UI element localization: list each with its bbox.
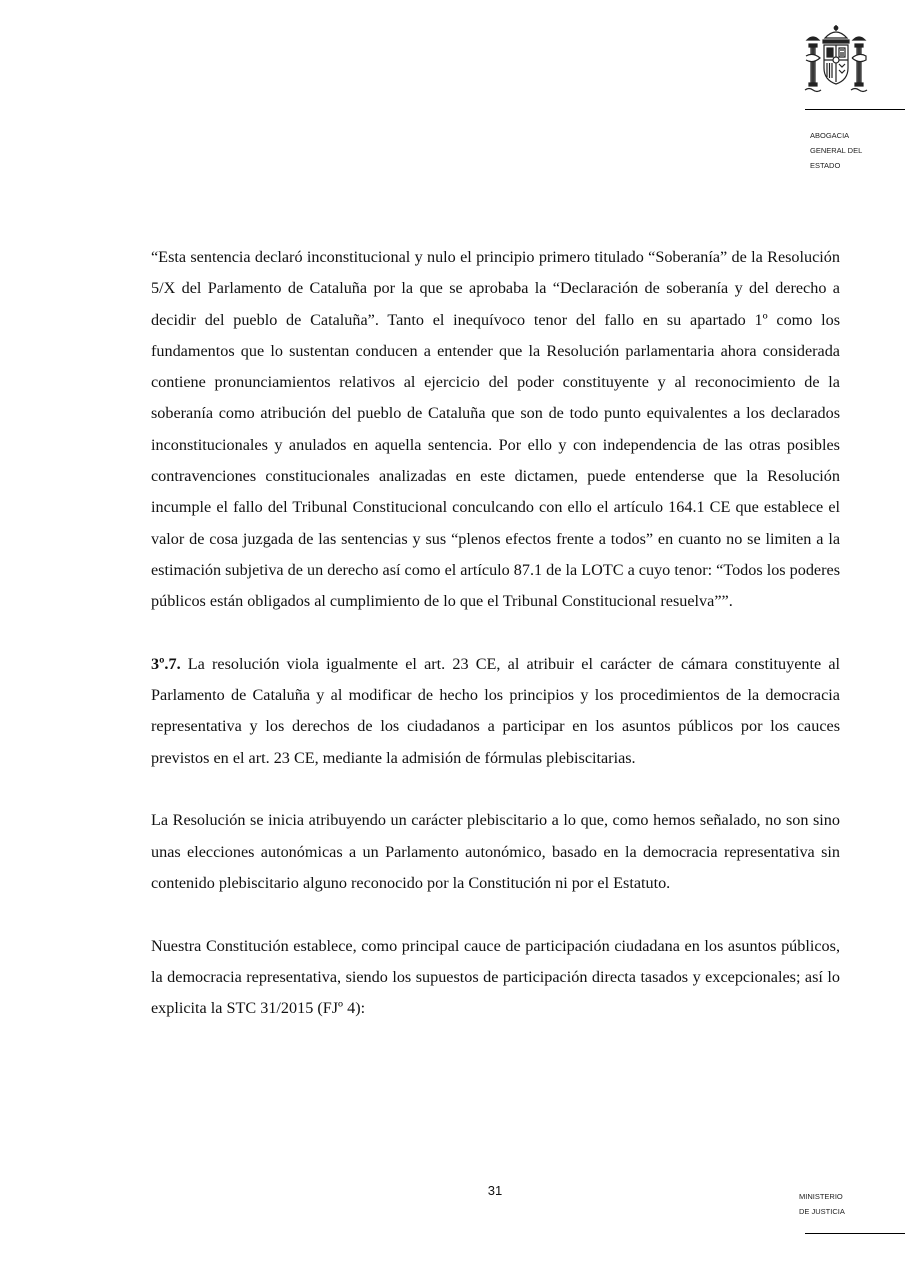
page-number: 31 — [487, 1183, 503, 1198]
document-body — [151, 242, 840, 1056]
paragraph — [151, 649, 840, 774]
section-number: 3º.7. — [151, 654, 181, 673]
paragraph-text: La Resolución se inicia atribuyendo un carácter plebiscitario a lo que, como hemos señalado, no son sino unas elecciones autonómicas a un Parlamento autonómico, basado en la democracia representativa sin contenido plebiscitario alguno reconocido por la Constitución ni por el Estatuto. — [151, 811, 840, 892]
agency-line: GENERAL DEL — [810, 146, 863, 155]
ministry-line: MINISTERIO — [799, 1192, 843, 1201]
ministry-line: DE JUSTICIA — [799, 1207, 845, 1216]
paragraph-text: “Esta sentencia declaró inconstitucional y nulo el principio primero titulado “Soberanía” de la Resolución 5/X del Parlamento de Cataluña por la que se aprobaba la “Declaración de soberanía y del derecho a decidir del pueblo de Cataluña”. Tanto el inequívoco tenor del fallo en su apartado 1º como los fundamentos que lo sustentan conducen a entender que la Resolución parlamentaria ahora considerada contiene pronunciamientos relativos al ejercicio del poder constituyente y al reconocimiento de la soberanía como atribución del pueblo de Cataluña que son de todo punto equivalentes a los declarados inconstitucionales y anulados en aquella sentencia. Por ello y con independencia de las otras posibles contravenciones constitucionales analizadas en este dictamen, puede entenderse que la Resolución incumple el fallo del Tribunal Constitucional conculcando con ello el artículo 164.1 CE que establece el valor de cosa juzgada de las sentencias y sus “plenos efectos frente a todos” en cuanto no se limiten a la estimación subjetiva de un derecho así como el artículo 87.1 de la LOTC a cuyo tenor: “Todos los poderes públicos están obligados al cumplimiento de lo que el Tribunal Constitucional resuelva””. — [151, 248, 840, 611]
paragraph — [151, 931, 840, 1025]
paragraph — [151, 805, 840, 899]
coat-of-arms-icon — [803, 24, 869, 94]
agency-line: ESTADO — [810, 161, 841, 170]
ministry-name — [799, 1189, 845, 1219]
header-rule — [805, 109, 905, 110]
paragraph — [151, 242, 840, 618]
paragraph-text: La resolución viola igualmente el art. 23 CE, al atribuir el carácter de cámara constituyente al Parlamento de Cataluña y al modificar de hecho los principios y los procedimientos de la democracia representativa y los derechos de los ciudadanos a participar en los asuntos públicos por los cauces previstos en el art. 23 CE, mediante la admisión de fórmulas plebiscitarias. — [151, 654, 840, 767]
paragraph-text: Nuestra Constitución establece, como principal cauce de participación ciudadana en los asuntos públicos, la democracia representativa, siendo los supuestos de participación directa tasados y excepcionales; así lo explicita la STC 31/2015 (FJº 4): — [151, 936, 840, 1018]
agency-line: ABOGACIA — [810, 131, 850, 140]
agency-name — [810, 128, 862, 173]
footer-rule — [805, 1233, 905, 1234]
